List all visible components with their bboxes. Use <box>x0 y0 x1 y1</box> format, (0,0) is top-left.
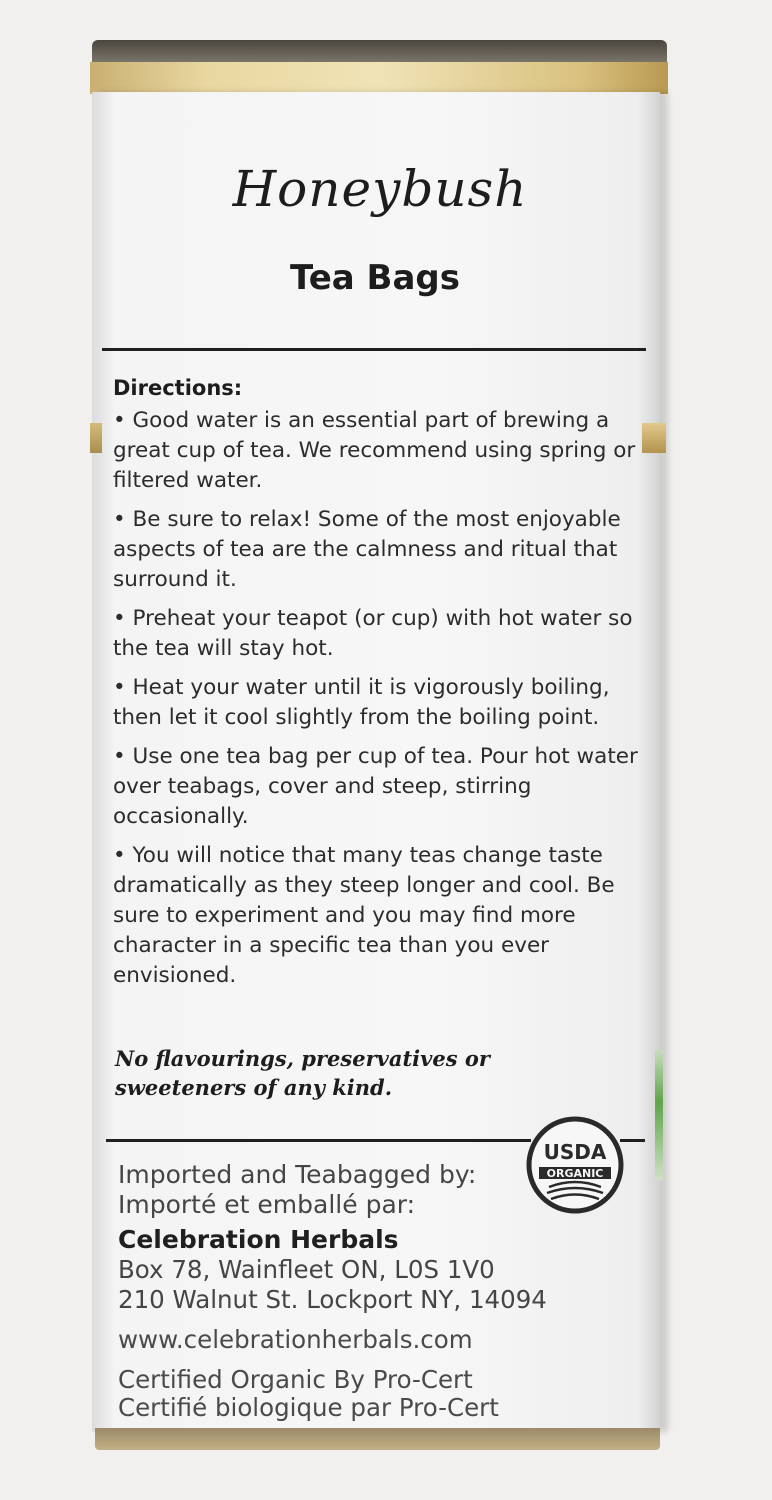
directions-section <box>113 376 648 1000</box>
gold-band-left <box>90 423 102 453</box>
direction-item: • Good water is an essential part of brewing a great cup of tea. We recommend using spring or filtered water. <box>113 408 636 493</box>
seal-top-text: USDA <box>543 1140 607 1164</box>
ingredient-note: No flavourings, preservatives or sweeteners of any kind. <box>115 1046 490 1100</box>
company-name: Celebration Herbals <box>118 1225 399 1254</box>
box-edge-green-accent <box>655 1050 663 1180</box>
box-bottom-edge <box>95 1428 660 1450</box>
website: www.celebrationherbals.com <box>118 1325 473 1354</box>
direction-item: • Be sure to relax! Some of the most enjoyable aspects of tea are the calmness and ritual that surround it. <box>113 507 621 592</box>
importer-lines <box>118 1160 638 1220</box>
address-line-1: Box 78, Wainfleet ON, L0S 1V0 <box>118 1255 495 1284</box>
company-address <box>118 1255 638 1315</box>
brand-name: Honeybush <box>232 160 528 218</box>
importer-line-fr: Importé et emballé par: <box>118 1190 416 1219</box>
direction-item: • You will notice that many teas change taste dramatically as they steep longer and cool. Be sure to experiment and you may find more character in a specific tea than you ever envisioned. <box>113 843 615 988</box>
direction-item: • Use one tea bag per cup of tea. Pour hot water over teabags, cover and steep, stirring occasionally. <box>113 744 638 829</box>
directions-heading: Directions: <box>113 376 243 400</box>
seal-band-text: ORGANIC <box>546 1167 604 1180</box>
importer-line-en: Imported and Teabagged by: <box>118 1160 477 1189</box>
address-line-2: 210 Walnut St. Lockport NY, 14094 <box>118 1285 547 1314</box>
direction-item: • Preheat your teapot (or cup) with hot water so the tea will stay hot. <box>113 606 633 661</box>
divider-top <box>102 348 646 351</box>
direction-item: • Heat your water until it is vigorously boiling, then let it cool slightly from the boiling point. <box>113 675 610 730</box>
certification <box>118 1366 638 1422</box>
cert-line-en: Certified Organic By Pro-Cert <box>118 1365 473 1394</box>
divider-bottom <box>106 1139 531 1142</box>
box-gold-trim-top <box>90 62 668 94</box>
cert-line-fr: Certifié biologique par Pro-Cert <box>118 1393 499 1422</box>
product-subtitle: Tea Bags <box>290 258 460 298</box>
